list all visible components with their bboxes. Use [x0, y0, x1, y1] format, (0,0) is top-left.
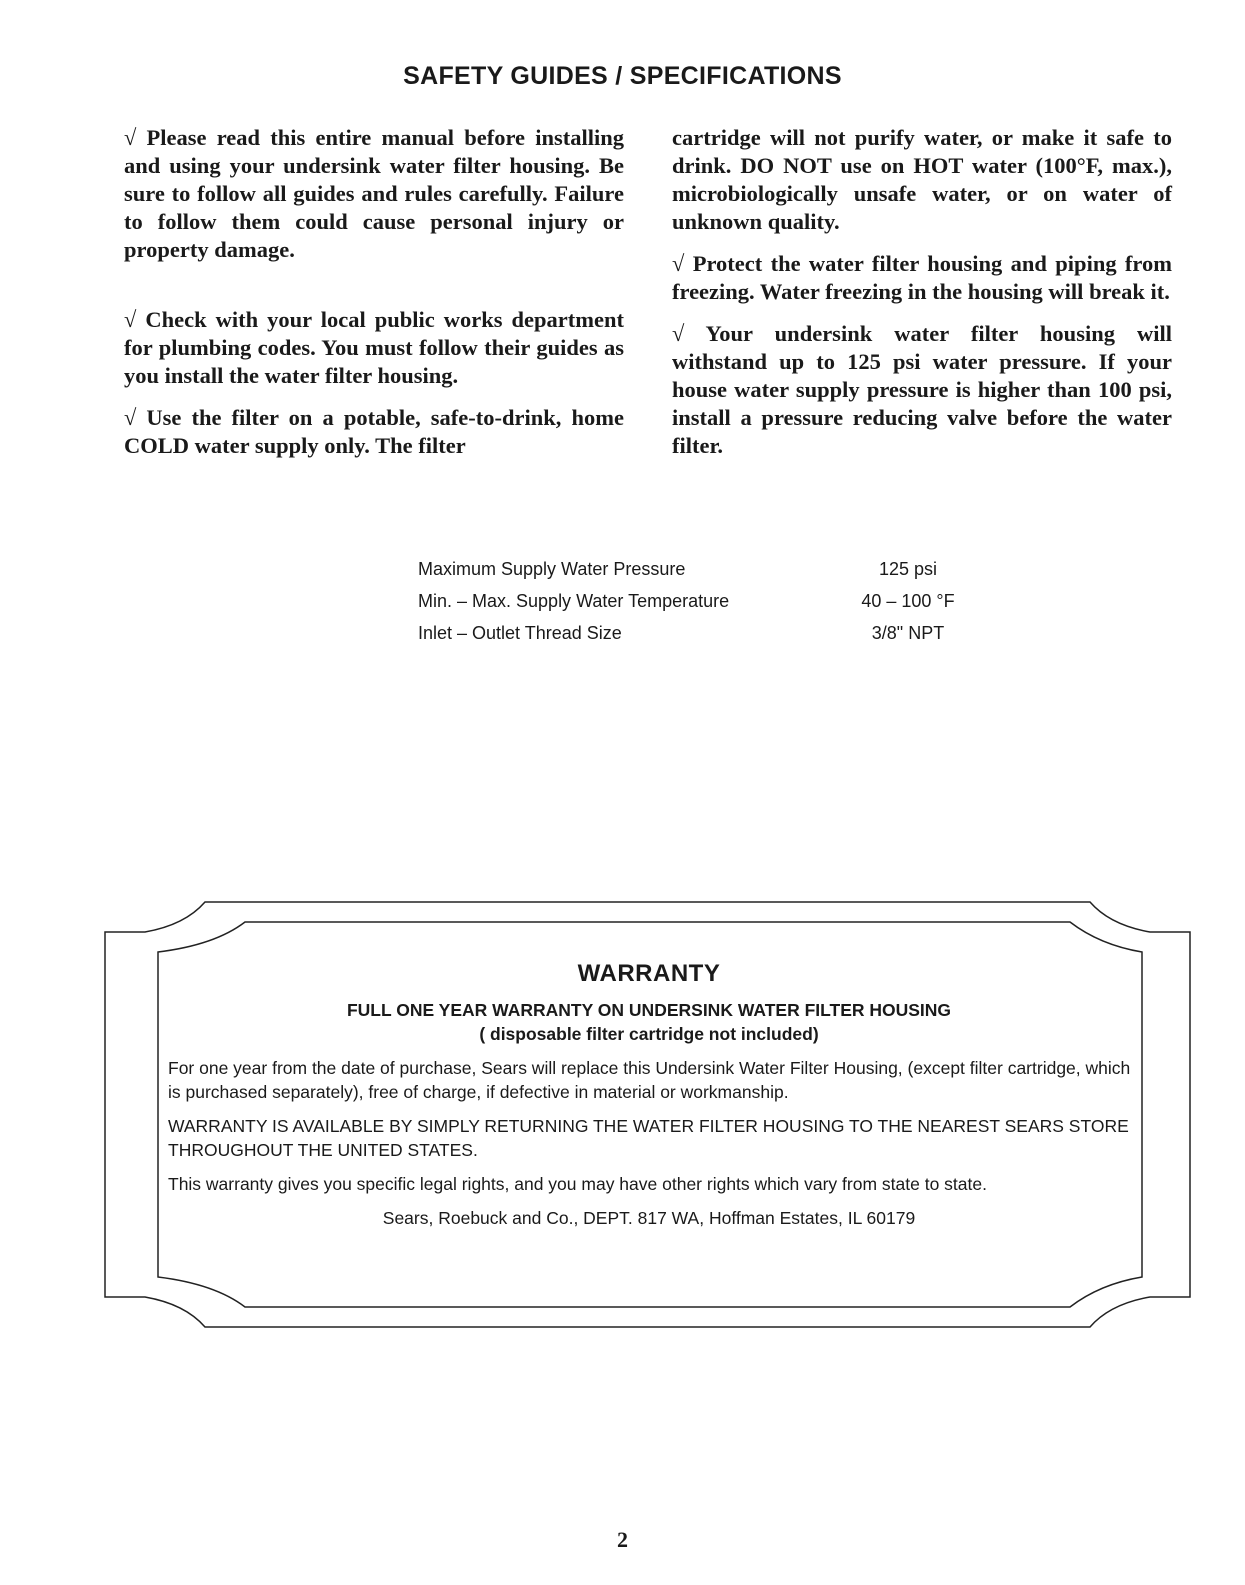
- spec-label: Min. – Max. Supply Water Temperature: [418, 591, 730, 611]
- guide-plumbing-codes: √ Check with your local public works department for plumbing codes. You must follow their guides as you install the water filter housing.: [124, 307, 624, 388]
- guide-cartridge-continued: cartridge will not purify water, or make it safe to drink. DO NOT use on HOT water (100°F, max.), microbiologically unsafe water, or on water of unknown quality.: [672, 125, 1172, 234]
- spec-label: Maximum Supply Water Pressure: [418, 559, 686, 579]
- guide-cold-water: √ Use the filter on a potable, safe-to-drink, home COLD water supply only. The filter: [124, 405, 624, 458]
- warranty-subtitle-note: ( disposable filter cartridge not included): [479, 1024, 819, 1044]
- warranty-title: WARRANTY: [577, 960, 721, 987]
- warranty-box: [164, 962, 1134, 1230]
- page-title: SAFETY GUIDES / SPECIFICATIONS: [403, 62, 842, 90]
- spec-value: 40 – 100 °F: [861, 591, 955, 611]
- warranty-paragraph: This warranty gives you specific legal rights, and you may have other rights which vary from state to state.: [168, 1174, 987, 1194]
- warranty-paragraph: WARRANTY IS AVAILABLE BY SIMPLY RETURNING THE WATER FILTER HOUSING TO THE NEAREST SEARS STORE THROUGHOUT THE UNITED STATES.: [168, 1116, 1129, 1160]
- warranty-paragraph: For one year from the date of purchase, Sears will replace this Undersink Water Filter Housing, (except filter cartridge, which is purchased separately), free of charge, if defective in material or workmanship.: [168, 1058, 1131, 1102]
- warranty-subtitle: FULL ONE YEAR WARRANTY ON UNDERSINK WATER FILTER HOUSING: [346, 1000, 952, 1020]
- warranty-address: Sears, Roebuck and Co., DEPT. 817 WA, Hoffman Estates, IL 60179: [382, 1208, 916, 1228]
- spec-label: Inlet – Outlet Thread Size: [418, 623, 622, 643]
- page-number: 2: [617, 1527, 628, 1552]
- spec-value: 3/8" NPT: [871, 623, 945, 643]
- spec-value: 125 psi: [878, 559, 938, 579]
- guide-read-manual: √ Please read this entire manual before installing and using your undersink water filter housing. Be sure to follow all guides and rules carefully. Failure to follow them could cause personal injury or property damage.: [124, 125, 624, 262]
- guide-pressure: √ Your undersink water filter housing will withstand up to 125 psi water pressure. If your house water supply pressure is higher than 100 psi, install a pressure reducing valve before the water filter.: [672, 321, 1172, 458]
- guide-freezing: √ Protect the water filter housing and piping from freezing. Water freezing in the housing will break it.: [672, 251, 1172, 304]
